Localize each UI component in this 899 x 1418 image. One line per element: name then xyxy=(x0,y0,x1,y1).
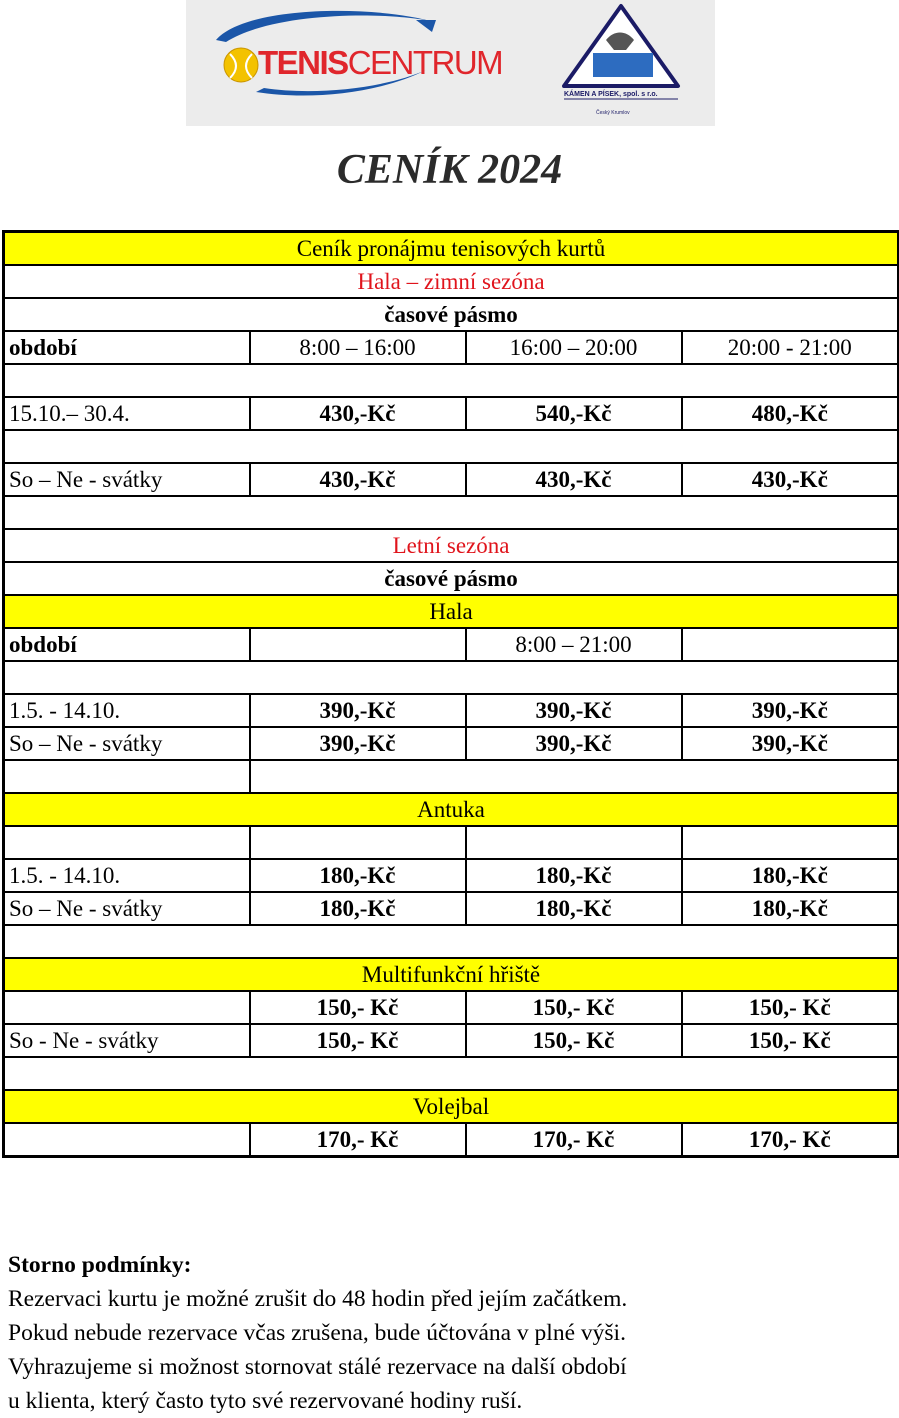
table-header-row xyxy=(4,232,899,266)
price-cell: 180,-Kč xyxy=(250,859,466,892)
table-row xyxy=(4,1123,899,1157)
storno-section xyxy=(8,1248,893,1418)
table-row xyxy=(4,727,899,760)
table-row xyxy=(4,859,899,892)
price-cell: 150,- Kč xyxy=(250,991,466,1024)
table-header: Ceník pronájmu tenisových kurtů xyxy=(4,232,899,266)
band-cell: 16:00 – 20:00 xyxy=(466,331,682,364)
row-label: 1.5. - 14.10. xyxy=(4,694,250,727)
price-cell: 150,- Kč xyxy=(466,1024,682,1057)
empty-cell xyxy=(250,628,466,661)
period-label: období xyxy=(4,628,250,661)
logo-banner xyxy=(186,0,715,126)
price-cell: 430,-Kč xyxy=(682,463,899,496)
empty-cell xyxy=(682,628,899,661)
price-cell: 170,- Kč xyxy=(682,1123,899,1157)
multi-section-row xyxy=(4,958,899,991)
price-cell: 180,-Kč xyxy=(466,892,682,925)
price-cell: 150,- Kč xyxy=(682,1024,899,1057)
row-label: 15.10.– 30.4. xyxy=(4,397,250,430)
storno-heading: Storno podmínky: xyxy=(8,1252,192,1278)
row-label: So – Ne - svátky xyxy=(4,892,250,925)
price-cell: 180,-Kč xyxy=(682,892,899,925)
spacer-row xyxy=(4,430,899,463)
hall-section-title: Hala xyxy=(4,595,899,628)
band-cell: 8:00 – 16:00 xyxy=(250,331,466,364)
table-row xyxy=(4,694,899,727)
price-cell: 170,- Kč xyxy=(250,1123,466,1157)
table-row xyxy=(4,463,899,496)
row-label xyxy=(4,991,250,1024)
kp-city: Český Krumlov xyxy=(596,110,630,116)
price-cell: 390,-Kč xyxy=(250,694,466,727)
band-cell: 8:00 – 21:00 xyxy=(466,628,682,661)
row-label: So - Ne - svátky xyxy=(4,1024,250,1057)
price-cell: 390,-Kč xyxy=(682,727,899,760)
spacer-row xyxy=(4,364,899,397)
table-row xyxy=(4,397,899,430)
page-title: CENÍK 2024 xyxy=(336,147,563,193)
price-cell: 390,-Kč xyxy=(466,727,682,760)
price-cell: 150,- Kč xyxy=(466,991,682,1024)
spacer-row xyxy=(4,496,899,529)
clay-section-title: Antuka xyxy=(4,793,899,826)
table-row xyxy=(4,1024,899,1057)
row-label: 1.5. - 14.10. xyxy=(4,859,250,892)
price-cell: 390,-Kč xyxy=(250,727,466,760)
price-cell: 390,-Kč xyxy=(466,694,682,727)
price-cell: 180,-Kč xyxy=(466,859,682,892)
spacer-row xyxy=(4,925,899,958)
winter-band-label: časové pásmo xyxy=(4,298,899,331)
summer-season-row xyxy=(4,529,899,562)
kp-company-name: KÁMEN A PÍSEK, spol. s r.o. xyxy=(564,91,658,98)
volley-section-row xyxy=(4,1090,899,1123)
logo-text-tenis: TENIS xyxy=(258,44,348,81)
price-table xyxy=(2,230,899,1158)
price-cell: 430,-Kč xyxy=(250,463,466,496)
band-cell: 20:00 - 21:00 xyxy=(682,331,899,364)
price-cell: 150,- Kč xyxy=(250,1024,466,1057)
summer-season-title: Letní sezóna xyxy=(4,529,899,562)
winter-season-row xyxy=(4,265,899,298)
multi-section-title: Multifunkční hřiště xyxy=(4,958,899,991)
summer-band-label-row xyxy=(4,562,899,595)
tenis-centrum-logo xyxy=(258,46,502,79)
winter-band-label-row xyxy=(4,298,899,331)
spacer-row xyxy=(4,1057,899,1090)
hall-section-row xyxy=(4,595,899,628)
spacer-row xyxy=(4,760,899,793)
storno-line: u klienta, který často tyto své rezervované hodiny ruší. xyxy=(8,1388,523,1414)
row-label: So – Ne - svátky xyxy=(4,727,250,760)
winter-season-title: Hala – zimní sezóna xyxy=(4,265,899,298)
winter-bands-row xyxy=(4,331,899,364)
price-cell: 150,- Kč xyxy=(682,991,899,1024)
price-cell: 390,-Kč xyxy=(682,694,899,727)
clay-section-row xyxy=(4,793,899,826)
storno-line: Pokud nebude rezervace včas zrušena, bude účtována v plné výši. xyxy=(8,1320,626,1346)
row-label xyxy=(4,1123,250,1157)
spacer-row xyxy=(4,661,899,694)
logo-text-centrum: CENTRUM xyxy=(347,44,503,81)
price-cell: 180,-Kč xyxy=(682,859,899,892)
volley-section-title: Volejbal xyxy=(4,1090,899,1123)
price-cell: 170,- Kč xyxy=(466,1123,682,1157)
summer-band-label: časové pásmo xyxy=(4,562,899,595)
price-cell: 180,-Kč xyxy=(250,892,466,925)
price-cell: 540,-Kč xyxy=(466,397,682,430)
price-cell: 480,-Kč xyxy=(682,397,899,430)
table-row xyxy=(4,991,899,1024)
hall-bands-row xyxy=(4,628,899,661)
storno-line: Rezervaci kurtu je možné zrušit do 48 hodin před jejím začátkem. xyxy=(8,1286,628,1312)
row-label: So – Ne - svátky xyxy=(4,463,250,496)
spacer-row xyxy=(4,826,899,859)
price-cell: 430,-Kč xyxy=(466,463,682,496)
price-cell: 430,-Kč xyxy=(250,397,466,430)
storno-line: Vyhrazujeme si možnost stornovat stálé rezervace na další období xyxy=(8,1354,627,1380)
period-label: období xyxy=(4,331,250,364)
table-row xyxy=(4,892,899,925)
